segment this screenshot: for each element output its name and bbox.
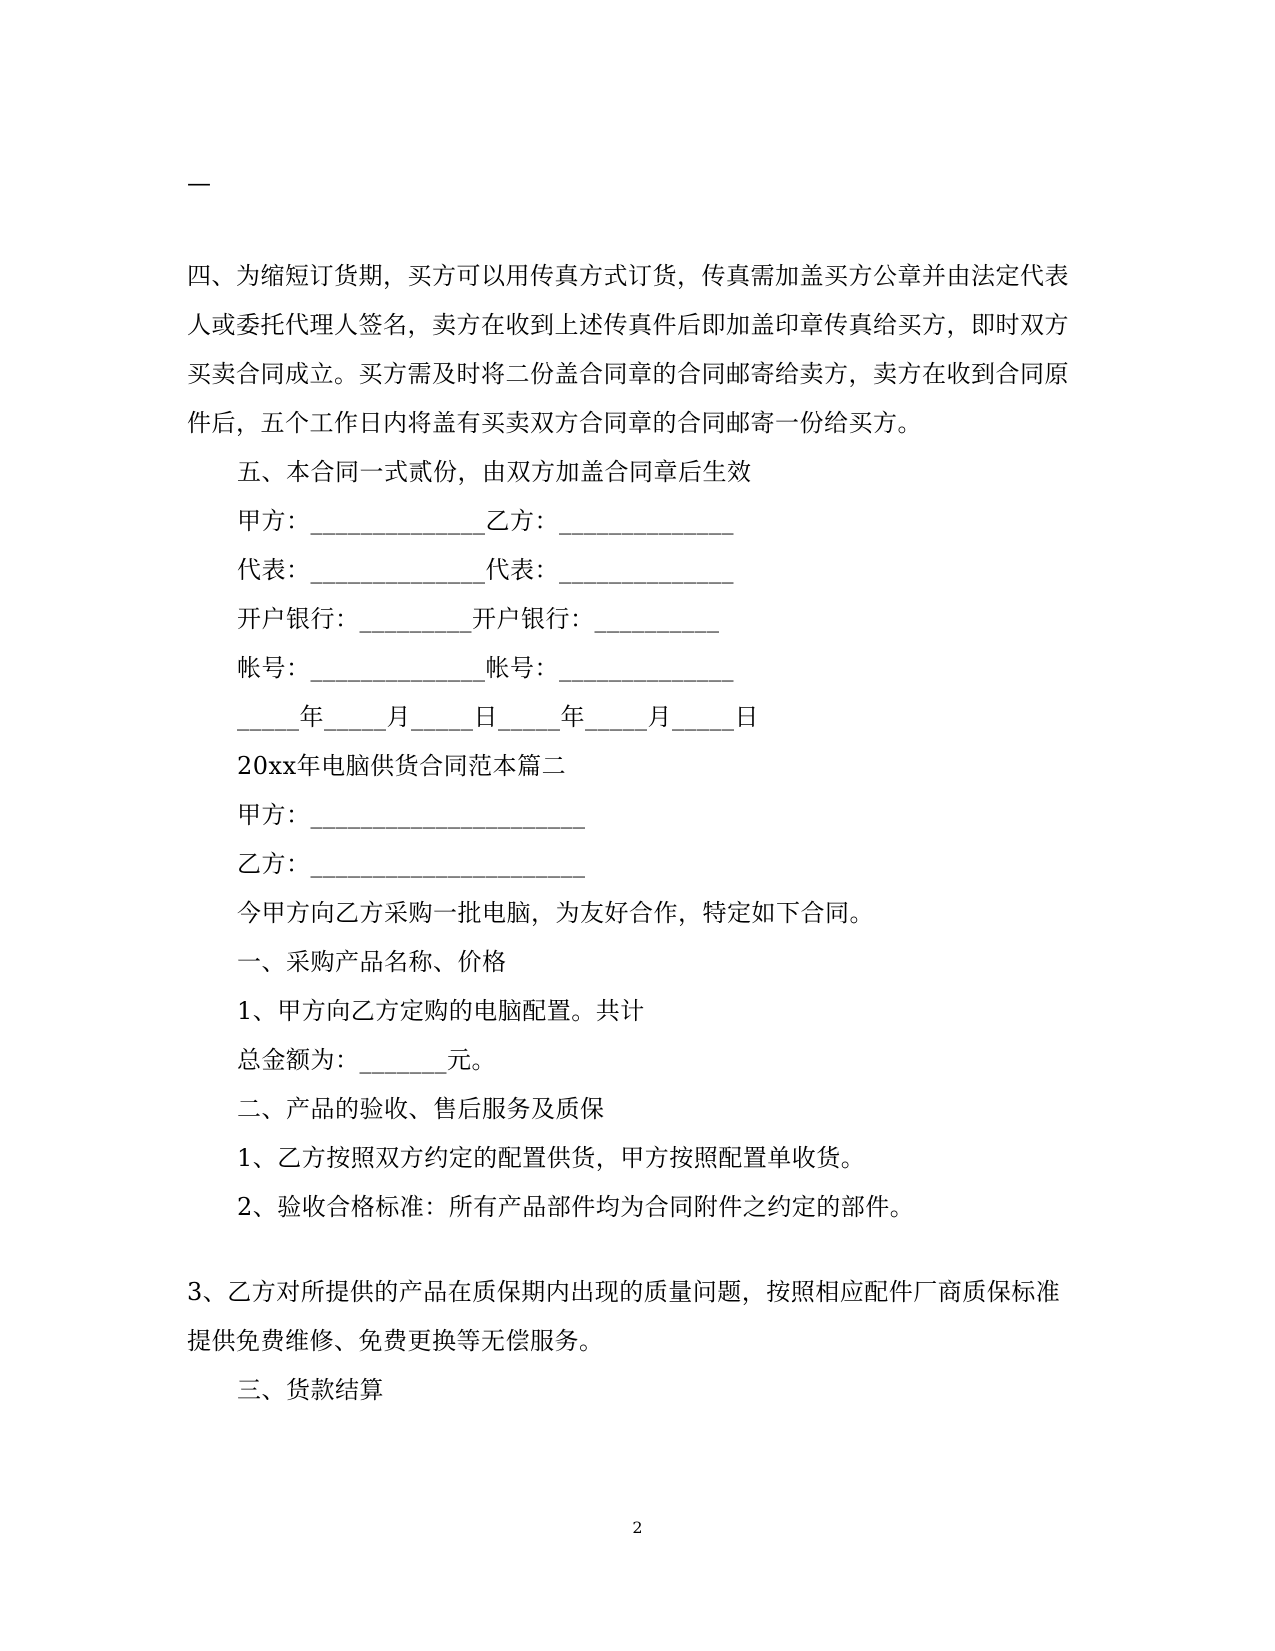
item-1-total: 总金额为：_______元。 <box>237 1046 496 1074</box>
clause-4-line: 人或委托代理人签名，卖方在收到上述传真件后即加盖印章传真给买方，即时双方 <box>187 311 1069 339</box>
party-a-line: 甲方：______________________ <box>237 801 586 829</box>
top-dash: — <box>187 169 211 197</box>
signature-date-line: _____年_____月_____日_____年_____月_____日 <box>237 703 759 731</box>
clause-4-paragraph <box>187 252 1087 448</box>
page-number: 2 <box>632 1518 643 1537</box>
item-2-3-line: 3、乙方对所提供的产品在质保期内出现的质量问题，按照相应配件厂商质保标准 <box>187 1278 1061 1306</box>
item-2-1: 1、乙方按照双方约定的配置供货，甲方按照配置单收货。 <box>237 1144 866 1172</box>
item-2-title: 二、产品的验收、售后服务及质保 <box>237 1095 605 1123</box>
section-2-title: 20xx年电脑供货合同范本篇二 <box>237 752 567 780</box>
party-b-line: 乙方：______________________ <box>237 850 586 878</box>
item-2-3-line: 提供免费维修、免费更换等无偿服务。 <box>187 1327 604 1355</box>
clause-4-line: 买卖合同成立。买方需及时将二份盖合同章的合同邮寄给卖方，卖方在收到合同原 <box>187 360 1069 388</box>
item-2-3-paragraph <box>187 1268 1087 1366</box>
contract-body <box>187 448 1087 1232</box>
signature-representative-line: 代表：______________代表：______________ <box>237 556 734 584</box>
clause-4-line: 四、为缩短订货期，买方可以用传真方式订货，传真需加盖买方公章并由法定代表 <box>187 262 1069 290</box>
item-3-title: 三、货款结算 <box>237 1376 384 1404</box>
item-1-1: 1、甲方向乙方定购的电脑配置。共计 <box>237 997 645 1025</box>
signature-account-line: 帐号：______________帐号：______________ <box>237 654 734 682</box>
item-1-title: 一、采购产品名称、价格 <box>237 948 507 976</box>
clause-5: 五、本合同一式贰份，由双方加盖合同章后生效 <box>237 458 752 486</box>
clause-4-line: 件后，五个工作日内将盖有买卖双方合同章的合同邮寄一份给买方。 <box>187 409 922 437</box>
signature-bank-line: 开户银行：_________开户银行：__________ <box>237 605 720 633</box>
signature-party-line: 甲方：______________乙方：______________ <box>237 507 734 535</box>
intro-line: 今甲方向乙方采购一批电脑，为友好合作，特定如下合同。 <box>237 899 874 927</box>
item-2-2: 2、验收合格标准：所有产品部件均为合同附件之约定的部件。 <box>237 1193 915 1221</box>
